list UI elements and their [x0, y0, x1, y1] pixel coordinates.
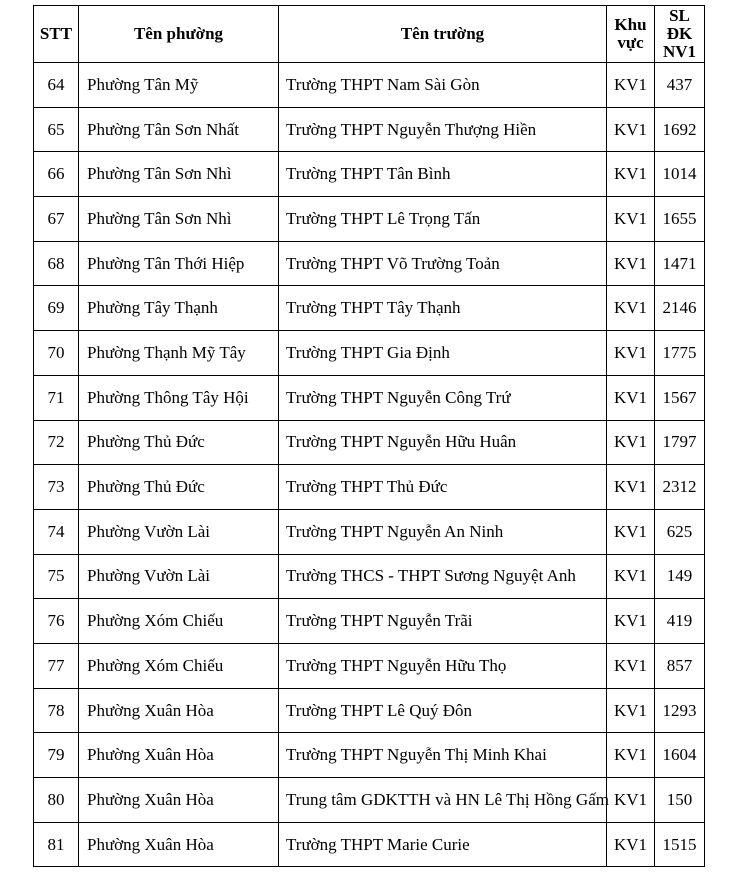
cell-count: 1604: [655, 733, 705, 778]
cell-area: KV1: [607, 420, 655, 465]
cell-school: Trung tâm GDKTTH và HN Lê Thị Hồng Gấm: [279, 778, 607, 823]
cell-stt: 79: [34, 733, 79, 778]
cell-school: Trường THPT Nguyễn Hữu Huân: [279, 420, 607, 465]
cell-stt: 73: [34, 465, 79, 510]
cell-ward: Phường Xóm Chiếu: [79, 599, 279, 644]
cell-stt: 78: [34, 688, 79, 733]
table-row: [34, 286, 705, 331]
cell-area: KV1: [607, 822, 655, 867]
cell-count: 419: [655, 599, 705, 644]
cell-stt: 70: [34, 331, 79, 376]
cell-area: KV1: [607, 599, 655, 644]
cell-ward: Phường Xóm Chiếu: [79, 643, 279, 688]
cell-stt: 66: [34, 152, 79, 197]
cell-school: Trường THPT Tân Bình: [279, 152, 607, 197]
cell-count: 149: [655, 554, 705, 599]
cell-count: 625: [655, 509, 705, 554]
table-row: [34, 152, 705, 197]
header-school: Tên trường: [279, 6, 607, 63]
cell-school: Trường THPT Nguyễn An Ninh: [279, 509, 607, 554]
cell-ward: Phường Thủ Đức: [79, 465, 279, 510]
cell-stt: 69: [34, 286, 79, 331]
table-row: [34, 241, 705, 286]
table-row: [34, 643, 705, 688]
table-row: [34, 599, 705, 644]
cell-area: KV1: [607, 375, 655, 420]
header-area-line: Khu: [614, 15, 647, 35]
table-row: [34, 375, 705, 420]
cell-school: Trường THPT Tây Thạnh: [279, 286, 607, 331]
cell-school: Trường THPT Lê Quý Đôn: [279, 688, 607, 733]
cell-ward: Phường Tân Sơn Nhất: [79, 107, 279, 152]
cell-area: KV1: [607, 331, 655, 376]
cell-stt: 76: [34, 599, 79, 644]
table-row: [34, 554, 705, 599]
cell-count: 857: [655, 643, 705, 688]
cell-school: Trường THPT Nguyễn Công Trứ: [279, 375, 607, 420]
cell-count: 2146: [655, 286, 705, 331]
header-area-line: vực: [617, 33, 644, 52]
cell-ward: Phường Xuân Hòa: [79, 733, 279, 778]
cell-count: 1515: [655, 822, 705, 867]
table-row: [34, 197, 705, 242]
header-ward: Tên phường: [79, 6, 279, 63]
registration-table: [33, 5, 705, 867]
header-count-line: NV1: [662, 41, 697, 61]
cell-area: KV1: [607, 286, 655, 331]
cell-stt: 65: [34, 107, 79, 152]
cell-ward: Phường Tân Sơn Nhì: [79, 152, 279, 197]
cell-school: Trường THPT Nguyễn Hữu Thọ: [279, 643, 607, 688]
cell-ward: Phường Xuân Hòa: [79, 822, 279, 867]
table-row: [34, 465, 705, 510]
cell-area: KV1: [607, 554, 655, 599]
cell-ward: Phường Xuân Hòa: [79, 778, 279, 823]
cell-count: 1692: [655, 107, 705, 152]
cell-count: 1797: [655, 420, 705, 465]
table-row: [34, 420, 705, 465]
cell-area: KV1: [607, 107, 655, 152]
table-row: [34, 509, 705, 554]
cell-count: 1293: [655, 688, 705, 733]
cell-area: KV1: [607, 465, 655, 510]
cell-ward: Phường Tân Mỹ: [79, 63, 279, 108]
cell-school: Trường THCS - THPT Sương Nguyệt Anh: [279, 554, 607, 599]
table-row: [34, 688, 705, 733]
header-area: [607, 6, 655, 63]
cell-area: KV1: [607, 688, 655, 733]
cell-ward: Phường Vườn Lài: [79, 509, 279, 554]
header-stt: STT: [34, 6, 79, 63]
cell-stt: 71: [34, 375, 79, 420]
table-row: [34, 733, 705, 778]
cell-ward: Phường Tân Sơn Nhì: [79, 197, 279, 242]
cell-stt: 68: [34, 241, 79, 286]
cell-stt: 81: [34, 822, 79, 867]
cell-school: Trường THPT Gia Định: [279, 331, 607, 376]
cell-ward: Phường Xuân Hòa: [79, 688, 279, 733]
cell-school: Trường THPT Lê Trọng Tấn: [279, 197, 607, 242]
cell-count: 1471: [655, 241, 705, 286]
cell-count: 150: [655, 778, 705, 823]
cell-school: Trường THPT Nam Sài Gòn: [279, 63, 607, 108]
table-row: [34, 822, 705, 867]
cell-area: KV1: [607, 63, 655, 108]
cell-count: 1775: [655, 331, 705, 376]
cell-area: KV1: [607, 643, 655, 688]
header-count: [655, 6, 705, 63]
cell-ward: Phường Thông Tây Hội: [79, 375, 279, 420]
cell-school: Trường THPT Thủ Đức: [279, 465, 607, 510]
cell-count: 1655: [655, 197, 705, 242]
cell-count: 2312: [655, 465, 705, 510]
cell-ward: Phường Tân Thới Hiệp: [79, 241, 279, 286]
cell-stt: 67: [34, 197, 79, 242]
cell-stt: 74: [34, 509, 79, 554]
table-row: [34, 107, 705, 152]
cell-count: 1014: [655, 152, 705, 197]
cell-stt: 64: [34, 63, 79, 108]
cell-ward: Phường Tây Thạnh: [79, 286, 279, 331]
cell-stt: 77: [34, 643, 79, 688]
cell-area: KV1: [607, 152, 655, 197]
table-header-row: [34, 6, 705, 63]
cell-ward: Phường Thạnh Mỹ Tây: [79, 331, 279, 376]
cell-area: KV1: [607, 778, 655, 823]
cell-stt: 75: [34, 554, 79, 599]
cell-area: KV1: [607, 241, 655, 286]
cell-school: Trường THPT Marie Curie: [279, 822, 607, 867]
cell-area: KV1: [607, 509, 655, 554]
header-count-line: ĐK: [666, 24, 693, 44]
cell-count: 437: [655, 63, 705, 108]
cell-stt: 80: [34, 778, 79, 823]
table-row: [34, 778, 705, 823]
table-row: [34, 331, 705, 376]
cell-ward: Phường Thủ Đức: [79, 420, 279, 465]
table-body: [34, 63, 705, 867]
table-row: [34, 63, 705, 108]
cell-area: KV1: [607, 733, 655, 778]
cell-count: 1567: [655, 375, 705, 420]
cell-school: Trường THPT Võ Trường Toản: [279, 241, 607, 286]
cell-school: Trường THPT Nguyễn Trãi: [279, 599, 607, 644]
header-count-line: SL: [669, 6, 690, 26]
cell-ward: Phường Vườn Lài: [79, 554, 279, 599]
cell-school: Trường THPT Nguyễn Thị Minh Khai: [279, 733, 607, 778]
cell-stt: 72: [34, 420, 79, 465]
cell-area: KV1: [607, 197, 655, 242]
cell-school: Trường THPT Nguyễn Thượng Hiền: [279, 107, 607, 152]
